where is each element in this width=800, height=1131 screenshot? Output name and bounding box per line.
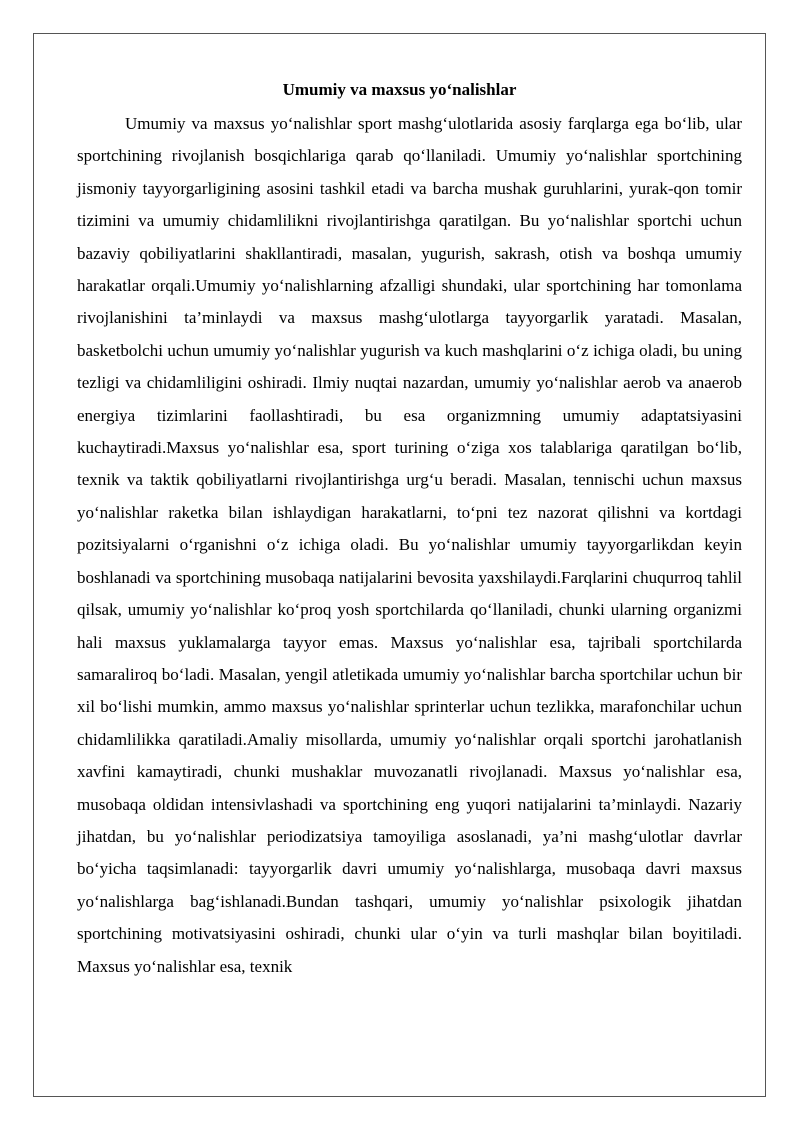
document-title: Umumiy va maxsus yo‘nalishlar xyxy=(282,80,517,99)
document-page xyxy=(33,33,766,1097)
body-paragraph: Umumiy va maxsus yo‘nalishlar sport mashg‘ulotlarida asosiy farqlarga ega bo‘lib, ular sportchining rivojlanish bosqichlariga qarab qo‘llaniladi. Umumiy yo‘nalishlar sportchining jismoniy tayyorgarligining asosini tashkil etadi va barcha mushak guruhlarini, yurak-qon tomir tizimini va umumiy chidamlilikni rivojlantirishga qaratilgan. Bu yo‘nalishlar sportchi uchun bazaviy qobiliyatlarini shakllantiradi, masalan, yugurish, sakrash, otish va boshqa umumiy harakatlar orqali.Umumiy yo‘nalishlarning afzalligi shundaki, ular sportchining har tomonlama rivojlanishini ta’minlaydi va maxsus mashg‘ulotlarga tayyorgarlik yaratadi. Masalan, basketbolchi uchun umumiy yo‘nalishlar yugurish va kuch mashqlarini o‘z ichiga oladi, bu uning tezligi va chidamliligini oshiradi. Ilmiy nuqtai nazardan, umumiy yo‘nalishlar aerob va anaerob energiya tizimlarini faollashtiradi, bu esa organizmning umumiy adaptatsiyasini kuchaytiradi.Maxsus yo‘nalishlar esa, sport turining o‘ziga xos talablariga qaratilgan bo‘lib, texnik va taktik qobiliyatlarni rivojlantirishga urg‘u beradi. Masalan, tennischi uchun maxsus yo‘nalishlar raketka bilan ishlaydigan harakatlarni, to‘pni tez nazorat qilishni va kortdagi pozitsiyalarni o‘rganishni o‘z ichiga oladi. Bu yo‘nalishlar umumiy tayyorgarlikdan keyin boshlanadi va sportchining musobaqa natijalarini bevosita yaxshilaydi.Farqlarini chuqurroq tahlil qilsak, umumiy yo‘nalishlar ko‘proq yosh sportchilarda qo‘llaniladi, chunki ularning organizmi hali maxsus yuklamalarga tayyor emas. Maxsus yo‘nalishlar esa, tajribali sportchilarda samaraliroq bo‘ladi. Masalan, yengil atletikada umumiy yo‘nalishlar barcha sportchilar uchun bir xil bo‘lishi mumkin, ammo maxsus yo‘nalishlar sprinterlar uchun tezlikka, marafonchilar uchun chidamlilikka qaratiladi.Amaliy misollarda, umumiy yo‘nalishlar orqali sportchi jarohatlanish xavfini kamaytiradi, chunki mushaklar muvozanatli rivojlanadi. Maxsus yo‘nalishlar esa, musobaqa oldidan intensivlashadi va sportchining eng yuqori natijalarini ta’minlaydi. Nazariy jihatdan, bu yo‘nalishlar periodizatsiya tamoyiliga asoslanadi, ya’ni mashg‘ulotlar davrlar bo‘yicha taqsimlanadi: tayyorgarlik davri umumiy yo‘nalishlarga, musobaqa davri maxsus yo‘nalishlarga bag‘ishlanadi.Bundan tashqari, umumiy yo‘nalishlar psixologik jihatdan sportchining motivatsiyasini oshiradi, chunki ular o‘yin va turli mashqlar bilan boyitiladi. Maxsus yo‘nalishlar esa, texnik xyxy=(77,114,742,976)
